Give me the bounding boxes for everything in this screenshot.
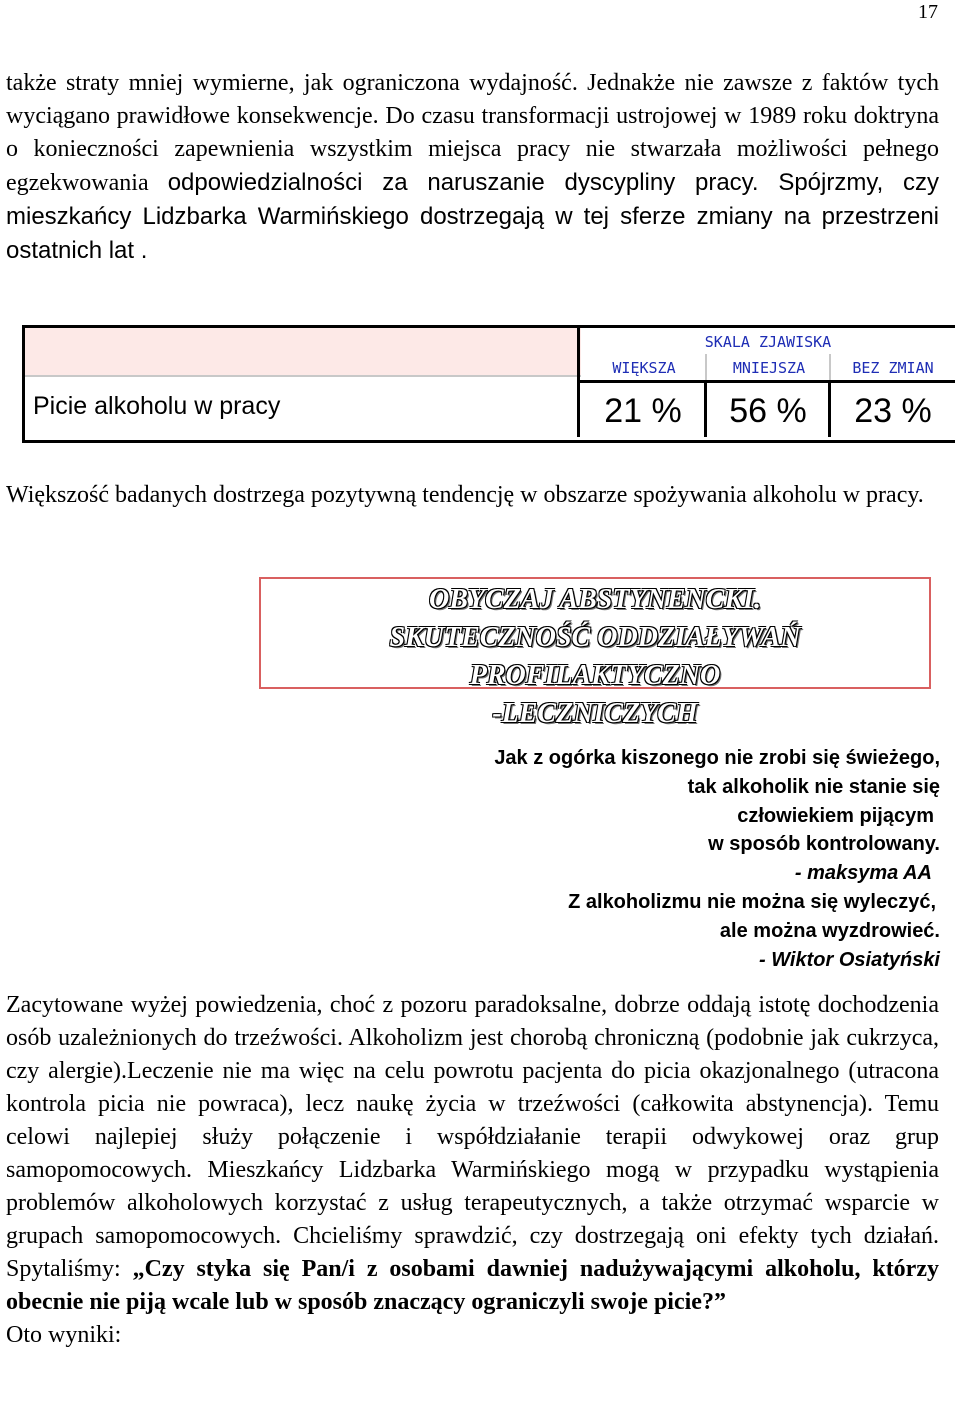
quotes-block — [300, 744, 940, 974]
section-heading-box — [259, 577, 931, 729]
body-paragraph — [6, 989, 939, 1352]
intro-paragraph — [6, 67, 939, 268]
intro-text-serif: także straty mniej wymierne, jak ograniczona wydajność. Jednakże nie zawsze z faktów tych wyciągano prawidłowe konsekwencje. Do czasu transformacji ustrojowej w 1989 roku doktryna o konieczności zapewnienia wszystkim miejsca pracy nie stwarzała możliwości pełnego egzekwowania — [6, 70, 939, 196]
section-heading-line-3: -LECZNICZYCH — [492, 698, 698, 729]
value-less: 56 % — [729, 392, 807, 430]
section-heading-line-2: SKUTECZNOŚĆ ODDZIAŁYWAŃ PROFILAKTYCZNO — [389, 622, 801, 691]
row-label: Picie alkoholu w pracy — [33, 392, 281, 420]
quote-1-line: Jak z ogórka kiszonego nie zrobi się świeżego, — [494, 747, 940, 769]
quote-2-attribution: - Wiktor Osiatyński — [759, 948, 940, 971]
summary-paragraph: Większość badanych dostrzega pozytywną tendencję w obszarze spożywania alkoholu w pracy. — [6, 482, 924, 508]
quote-1-line: tak alkoholik nie stanie się — [687, 775, 940, 798]
page-number: 17 — [918, 1, 938, 23]
table-header-band — [25, 328, 581, 377]
results-label: Oto wyniki: — [6, 1322, 122, 1348]
quote-2-line: ale można wyzdrowieć. — [719, 919, 940, 942]
intro-text-sans: odpowiedzialności za naruszanie dyscypliny pracy. Spójrzmy, czy mieszkańcy Lidzbarka Warmińskiego dostrzegają w tej sferze zmiany na przestrzeni ostatnich lat . — [6, 169, 939, 264]
survey-table — [22, 325, 955, 443]
table-divider-header-1 — [705, 354, 707, 382]
value-no-change: 23 % — [854, 392, 932, 430]
quote-1-attribution: - maksyma AA — [794, 862, 932, 885]
column-header-more: WIĘKSZA — [612, 359, 676, 377]
value-more: 21 % — [604, 392, 682, 430]
body-text: Zacytowane wyżej powiedzenia, choć z pozoru paradoksalne, dobrze oddają istotę dochodzenia osób uzależnionych do trzeźwości. Alkoholizm jest chorobą chroniczną (podobnie jak cukrzyca, czy alergie).Leczenie nie ma więc na celu powrotu pacjenta do picia okazjonalnego (utracona kontrola picia nie powraca), lecz naukę życia w trzeźwości (całkowita abstynencja). Temu celowi najlepiej służy połączenie i współdziałanie terapii odwykowej oraz grup samopomocowych. Mieszkańcy Lidzbarka Warmińskiego mogą w przypadku wystąpienia problemów alkoholowych korzystać z usług terapeutycznych, a także otrzymać wsparcie w grupach samopomocowych. Chcieliśmy sprawdzić, czy dostrzegają oni efekty tych działań. Spytaliśmy: — [6, 992, 939, 1282]
column-header-less: MNIEJSZA — [732, 359, 806, 377]
column-header-no-change: BEZ ZMIAN — [852, 359, 934, 377]
quote-1-line: w sposób kontrolowany. — [708, 833, 940, 856]
scale-title: SKALA ZJAWISKA — [704, 333, 832, 351]
survey-question: „Czy styka się Pan/i z osobami dawniej nadużywającymi alkoholu, którzy obecnie nie piją wcale lub w sposób znaczący ograniczyli swoje picie?” — [6, 1256, 939, 1315]
section-heading-line-1: OBYCZAJ ABSTYNENCKI. — [429, 584, 761, 615]
quote-1-line: człowiekiem pijącym — [737, 804, 934, 827]
table-divider-header-2 — [829, 354, 831, 382]
quote-2-line: Z alkoholizmu nie można się wyleczyć, — [568, 890, 936, 913]
